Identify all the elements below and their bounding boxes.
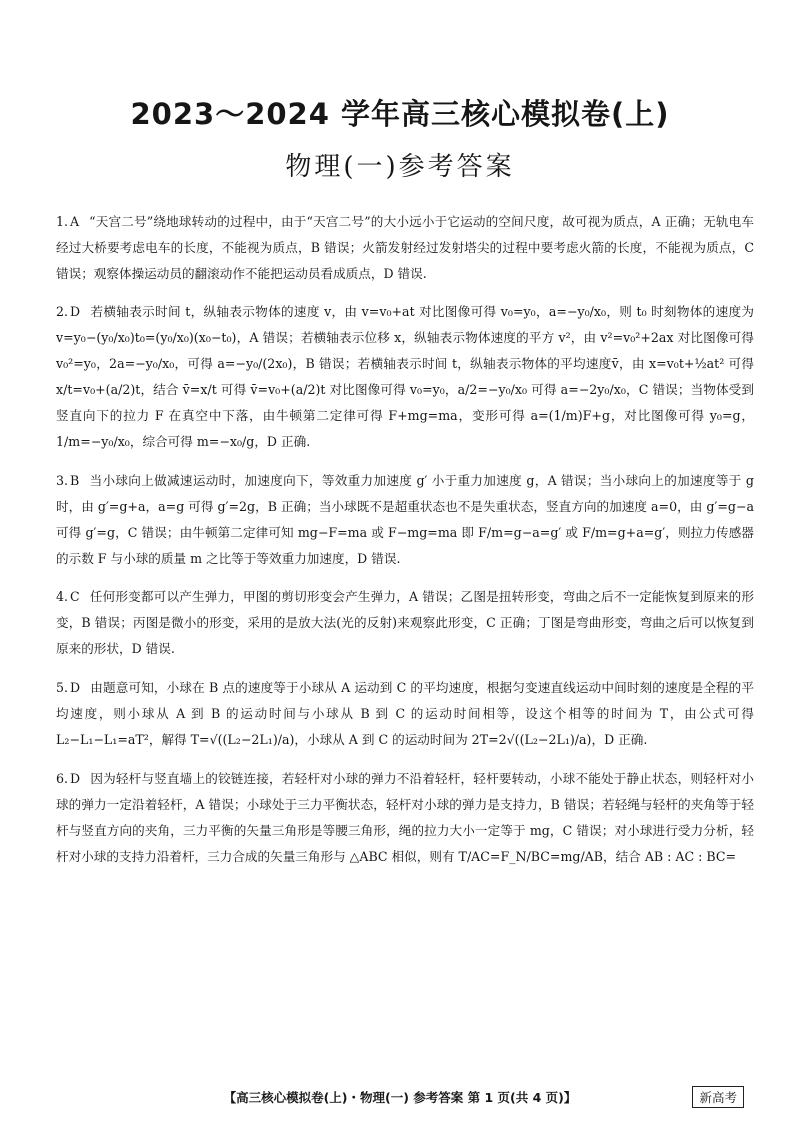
answer-explanation: 若横轴表示时间 t，纵轴表示物体的速度 v，由 v=v₀+at 对比图像可得 v₀=y₀，a=−y₀/x₀，则 t₀ 时刻物体的速度为 v=y₀−(y₀/x₀)t₀=(y₀/x₀)(x₀−t₀)，A 错误；若横轴表示位移 x，纵轴表示物体速度的平方 v²，由 v²=v₀²+2ax 对比图像可得 v₀²=y₀，2a=−y₀/x₀，可得 a=−y₀/(2x₀)，B 错误；若横轴表示时间 t，纵轴表示物体的平均速度v̄，由 x=v₀t+½at² 可得 x/t=v₀+(a/2)t，结合 v̄=x/t 可得 v̄=v₀+(a/2)t 对比图像可得 v₀=y₀，a/2=−y₀/x₀ 可得 a=−2y₀/x₀，C 错误；当物体受到竖直向下的拉力 F 在真空中下落，由牛顿第二定律可得 F+mg=ma，变形可得 a=(1/m)F+g，对比图像可得 y₀=g，1/m=−y₀/x₀，综合可得 m=−x₀/g，D 正确.: [56, 304, 754, 450]
answer-explanation: 任何形变都可以产生弹力，甲图的剪切形变会产生弹力，A 错误；乙图是扭转形变，弯曲之后不一定能恢复到原来的形变，B 错误；丙图是微小的形变，采用的是放大法(光的反射)来观察此形变，C 正确；丁图是弯曲形变，弯曲之后可以恢复到原来的形状，D 错误.: [56, 589, 754, 657]
edition-badge: 新高考: [692, 1086, 744, 1108]
answer-item-6: [56, 766, 754, 870]
answer-item-4: [56, 584, 754, 662]
answer-number: 1.: [56, 213, 69, 229]
answer-explanation: “天宫二号”绕地球转动的过程中，由于“天宫二号”的大小远小于它运动的空间尺度，故可视为质点，A 正确；无轨电车经过大桥要考虑电车的长度，不能视为质点，B 错误；火箭发射经过发射塔尖的过程中要考虑火箭的长度，不能视为质点，C 错误；观察体操运动员的翻滚动作不能把运动员看成质点，D 错误.: [56, 213, 754, 281]
answer-number: 4.: [56, 589, 69, 605]
answer-key: D: [70, 770, 81, 786]
page-title: 2023～2024 学年高三核心模拟卷(上): [130, 97, 670, 131]
answer-key: B: [70, 472, 80, 488]
answer-key: A: [70, 213, 80, 229]
answer-number: 2.: [56, 304, 69, 320]
answer-key: D: [70, 679, 81, 695]
answer-number: 5.: [56, 679, 69, 695]
page-subtitle: 物理(一)参考答案: [285, 152, 515, 182]
answer-explanation: 当小球向上做减速运动时，加速度向下，等效重力加速度 g′ 小于重力加速度 g，A 错误；当小球向上的加速度等于 g 时，由 g′=g+a，a=g 可得 g′=2g，B 正确；当小球既不是超重状态也不是失重状态，竖直方向的加速度 a=0，由 g′=g−a 可得 g′=g，C 错误；由牛顿第二定律可知 mg−F=ma 或 F−mg=ma 即 F/m=g−a=g′ 或 F/m=g+a=g′，则拉力传感器的示数 F 与小球的质量 m 之比等于等效重力加速度，D 错误.: [56, 472, 754, 566]
answer-item-3: [56, 468, 754, 572]
answer-explanation: 由题意可知，小球在 B 点的速度等于小球从 A 运动到 C 的平均速度，根据匀变速直线运动中间时刻的速度是全程的平均速度，则小球从 A 到 B 的运动时间与小球从 B 到 C 的运动时间相等，设这个相等的时间为 T，由公式可得 L₂−L₁−L₁=aT²，解得 T=√((L₂−2L₁)/a)，小球从 A 到 C 的运动时间为 2T=2√((L₂−2L₁)/a)，D 正确.: [56, 679, 754, 747]
answer-key: C: [70, 589, 80, 605]
answer-number: 6.: [56, 770, 69, 786]
answer-number: 3.: [56, 472, 69, 488]
page-footer: [0, 1086, 800, 1110]
footer-page-info: 【高三核心模拟卷(上)・物理(一) 参考答案 第 1 页(共 4 页)】: [223, 1090, 577, 1105]
answer-explanation: 因为轻杆与竖直墙上的铰链连接，若轻杆对小球的弹力不沿着轻杆，轻杆要转动，小球不能处于静止状态，则轻杆对小球的弹力一定沿着轻杆，A 错误；小球处于三力平衡状态，轻杆对小球的弹力是支持力，B 错误；若轻绳与轻杆的夹角等于轻杆与竖直方向的夹角，三力平衡的矢量三角形是等腰三角形，绳的拉力大小一定等于 mg，C 错误；对小球进行受力分析，轻杆对小球的支持力沿着杆，三力合成的矢量三角形与 △ABC 相似，则有 T/AC=F_N/BC=mg/AB，结合 AB : AC : BC=: [56, 770, 754, 864]
answer-key: D: [70, 304, 81, 320]
answer-item-5: [56, 675, 754, 753]
answer-item-1: [56, 209, 754, 287]
answer-list: [56, 196, 754, 878]
answer-item-2: [56, 299, 754, 455]
